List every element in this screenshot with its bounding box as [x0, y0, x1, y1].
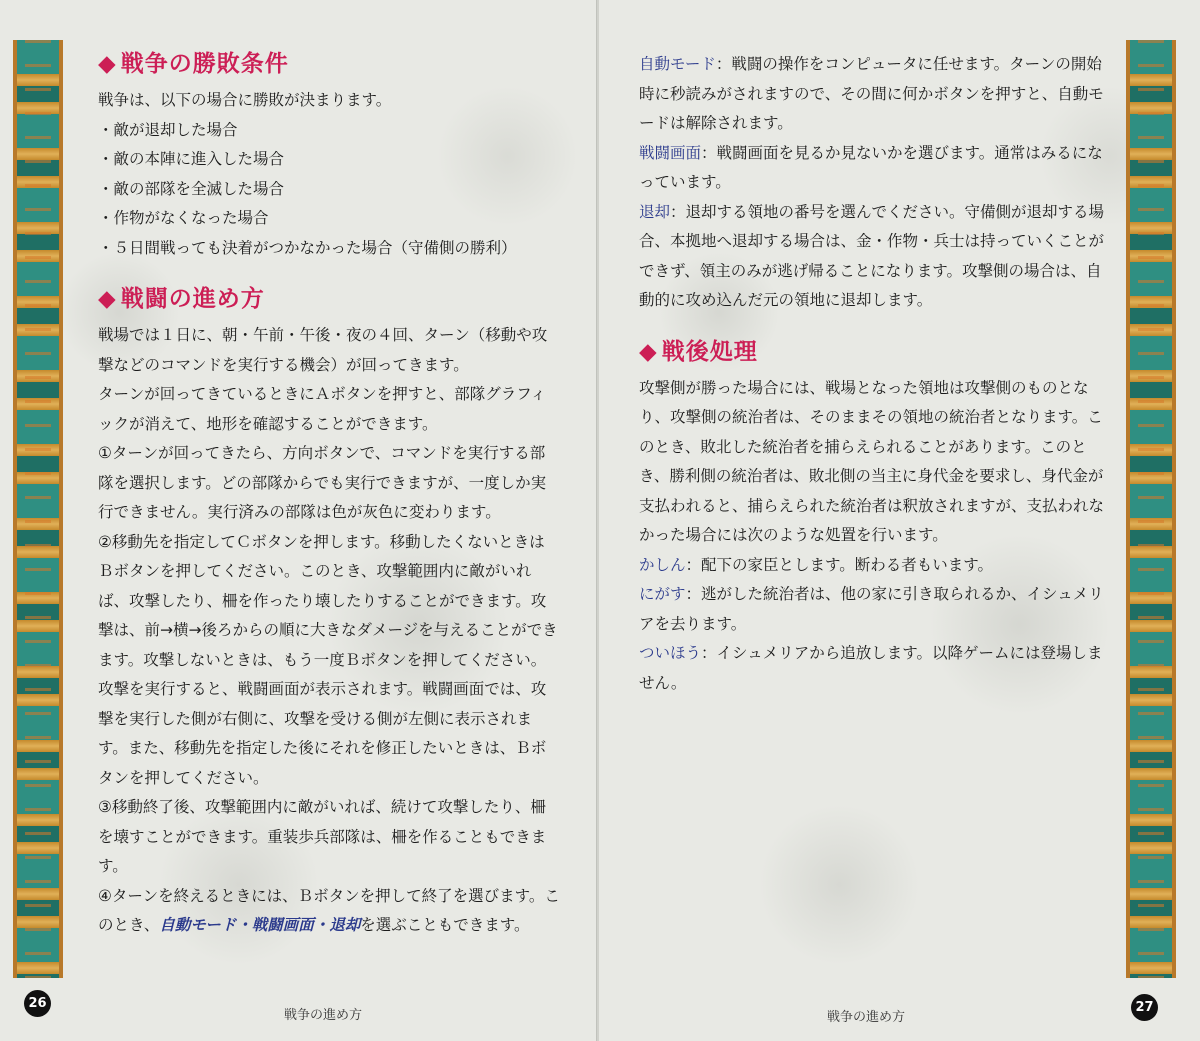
- term-label: 退却: [639, 202, 671, 221]
- term-item: ついほう：イシュメリアから追放します。以降ゲームには登場しません。: [639, 644, 1103, 692]
- term-label: かしん: [639, 555, 686, 574]
- celtic-border-left: [13, 40, 63, 978]
- right-page-content: [639, 50, 1109, 698]
- paragraph: ②移動先を指定してＣボタンを押します。移動したくないときはＢボタンを押してください。このとき、攻撃範囲内に敵がいれば、攻撃したり、柵を作ったり壊したりすることができます。攻撃は、前→横→後ろからの順に大きなダメージを与えることができます。攻撃しないときは、もう一度Ｂボタンを押してください。攻撃を実行すると、戦闘画面が表示されます。戦闘画面では、攻撃を実行した側が右側に、攻撃を受ける側が左側に表示されます。また、移動先を指定した後にそれを修正したいときは、Ｂボタンを押してください。: [98, 532, 558, 787]
- diamond-icon: ◆: [639, 338, 658, 365]
- right-page: [599, 0, 1200, 1041]
- heading-battle-procedure: ◆ 戦闘の進め方: [98, 277, 560, 321]
- paragraph: ターンが回ってきているときにＡボタンを押すと、部隊グラフィックが消えて、地形を確認することができます。: [98, 385, 546, 433]
- list-item: ・敵の部隊を全滅した場合: [98, 179, 285, 198]
- paragraph: 戦争は、以下の場合に勝敗が決まります。: [98, 91, 392, 109]
- list-item: ・敵が退却した場合: [98, 120, 238, 139]
- list-item: ・作物がなくなった場合: [98, 209, 269, 227]
- term-item: 自動モード：戦闘の操作をコンピュータに任せます。ターンの開始時に秒読みがされますので、その間に何かボタンを押すと、自動モードは解除されます。: [639, 55, 1104, 132]
- paragraph: 攻撃側が勝った場合には、戦場となった領地は攻撃側のものとなり、攻撃側の統治者は、そのままその領地の統治者となります。このとき、敗北した統治者を捕らえられることがあります。このとき、勝利側の統治者は、敗北側の当主に身代金を要求し、身代金が支払われると、捕らえられた統治者は釈放されますが、支払われなかった場合には次のような処置を行います。: [639, 378, 1105, 544]
- page-number-left: 26: [24, 990, 51, 1017]
- diamond-icon: ◆: [98, 286, 117, 312]
- paragraph: ③移動終了後、攻撃範囲内に敵がいれば、続けて攻撃したり、柵を壊すことができます。重装歩兵部隊は、柵を作ることもできます。: [98, 798, 547, 875]
- term-item: 退却：退却する領地の番号を選んでください。守備側が退却する場合、本拠地へ退却する場合は、金・作物・兵士は持っていくことができず、領主のみが逃げ帰ることになります。攻撃側の場合は、自動的に攻め込んだ元の領地に退却します。: [639, 202, 1105, 309]
- term-label: 戦闘画面: [639, 143, 702, 162]
- heading-victory-conditions: ◆ 戦争の勝敗条件: [98, 42, 560, 86]
- paragraph: ①ターンが回ってきたら、方向ボタンで、コマンドを実行する部隊を選択します。どの部隊からでも実行できますが、一度しか実行できません。実行済みの部隊は色が灰色に変わります。: [98, 444, 547, 521]
- list-item: ・敵の本陣に進入した場合: [98, 150, 285, 168]
- paragraph: 戦場では１日に、朝・午前・午後・夜の４回、ターン（移動や攻撃などのコマンドを実行する機会）が回ってきます。: [98, 326, 548, 374]
- diamond-icon: ◆: [98, 51, 117, 77]
- term-label: にがす: [639, 585, 686, 603]
- left-page: [0, 0, 597, 1041]
- page-number-right: 27: [1131, 994, 1158, 1021]
- term-item: にがす：逃がした統治者は、他の家に引き取られるか、イシュメリアを去ります。: [639, 585, 1104, 633]
- term-label: ついほう: [639, 644, 702, 662]
- left-page-content: [98, 42, 560, 941]
- list-item: ・５日間戦っても決着がつかなかった場合（守備側の勝利）: [98, 238, 517, 257]
- paragraph: ④ターンを終えるときには、Ｂボタンを押して終了を選びます。このとき、自動モード・戦闘画面・退却を選ぶこともできます。: [98, 886, 560, 934]
- footer-left: 戦争の進め方: [284, 1008, 363, 1023]
- highlight-terms: 自動モード・戦闘画面・退却: [159, 916, 361, 934]
- term-item: 戦闘画面：戦闘画面を見るか見ないかを選びます。通常はみるになっています。: [639, 143, 1103, 191]
- term-item: かしん：配下の家臣とします。断わる者もいます。: [639, 555, 994, 574]
- heading-post-battle: ◆ 戦後処理: [639, 330, 1109, 374]
- footer-right: 戦争の進め方: [827, 1010, 906, 1025]
- term-label: 自動モード: [639, 55, 716, 73]
- celtic-border-right: [1126, 40, 1176, 978]
